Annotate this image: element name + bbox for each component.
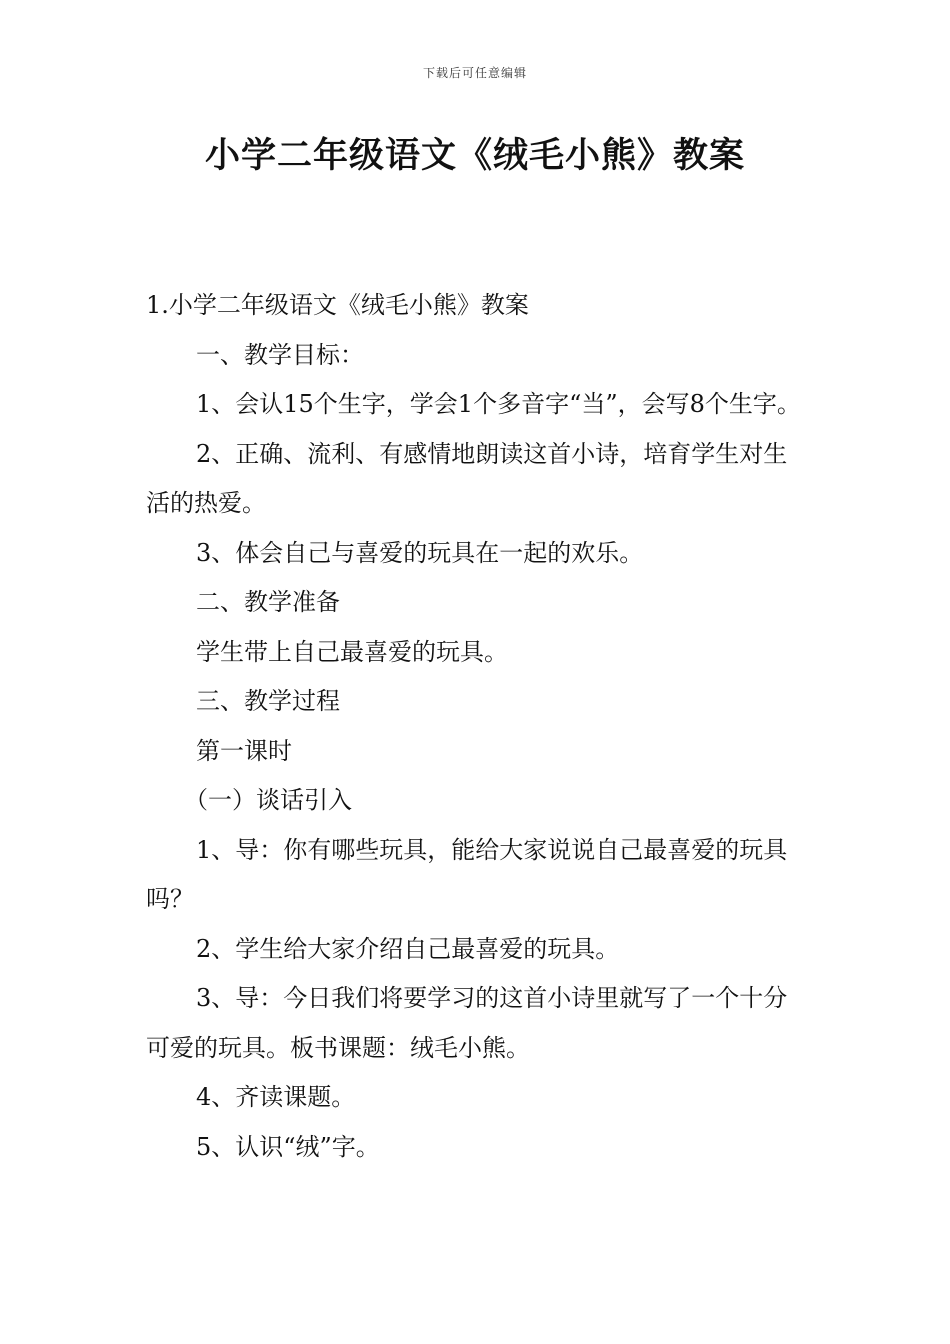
paragraph: 3、体会自己与喜爱的玩具在一起的欢乐。: [196, 538, 644, 567]
paragraph: 1、导：你有哪些玩具，能给大家说说自己最喜爱的玩具吗？: [146, 835, 788, 913]
header-note: 下载后可任意编辑: [422, 66, 527, 80]
paragraph: （一）谈话引入: [184, 786, 352, 814]
document-title: 小学二年级语文《绒毛小熊》教案: [204, 136, 745, 176]
paragraph: 第一课时: [196, 736, 292, 765]
paragraph: 学生带上自己最喜爱的玩具。: [196, 637, 508, 666]
paragraph: 一、教学目标：: [196, 340, 364, 369]
paragraph: 2、正确、流利、有感情地朗读这首小诗，培育学生对生活的热爱。: [146, 439, 788, 517]
paragraph: 5、认识“绒”字。: [196, 1132, 380, 1161]
paragraph: 2、学生给大家介绍自己最喜爱的玩具。: [196, 934, 620, 963]
paragraph: 1、会认15个生字，学会1个多音字“当”，会写8个生字。: [196, 390, 801, 418]
paragraph: 二、教学准备: [196, 588, 340, 616]
document-body: [146, 281, 808, 1172]
paragraph: 3、导：今日我们将要学习的这首小诗里就写了一个十分可爱的玩具。板书课题：绒毛小熊。: [146, 984, 788, 1062]
paragraph: 三、教学过程: [196, 687, 340, 715]
section-heading: 1.小学二年级语文《绒毛小熊》教案: [146, 291, 529, 319]
paragraph: 4、齐读课题。: [196, 1083, 356, 1111]
